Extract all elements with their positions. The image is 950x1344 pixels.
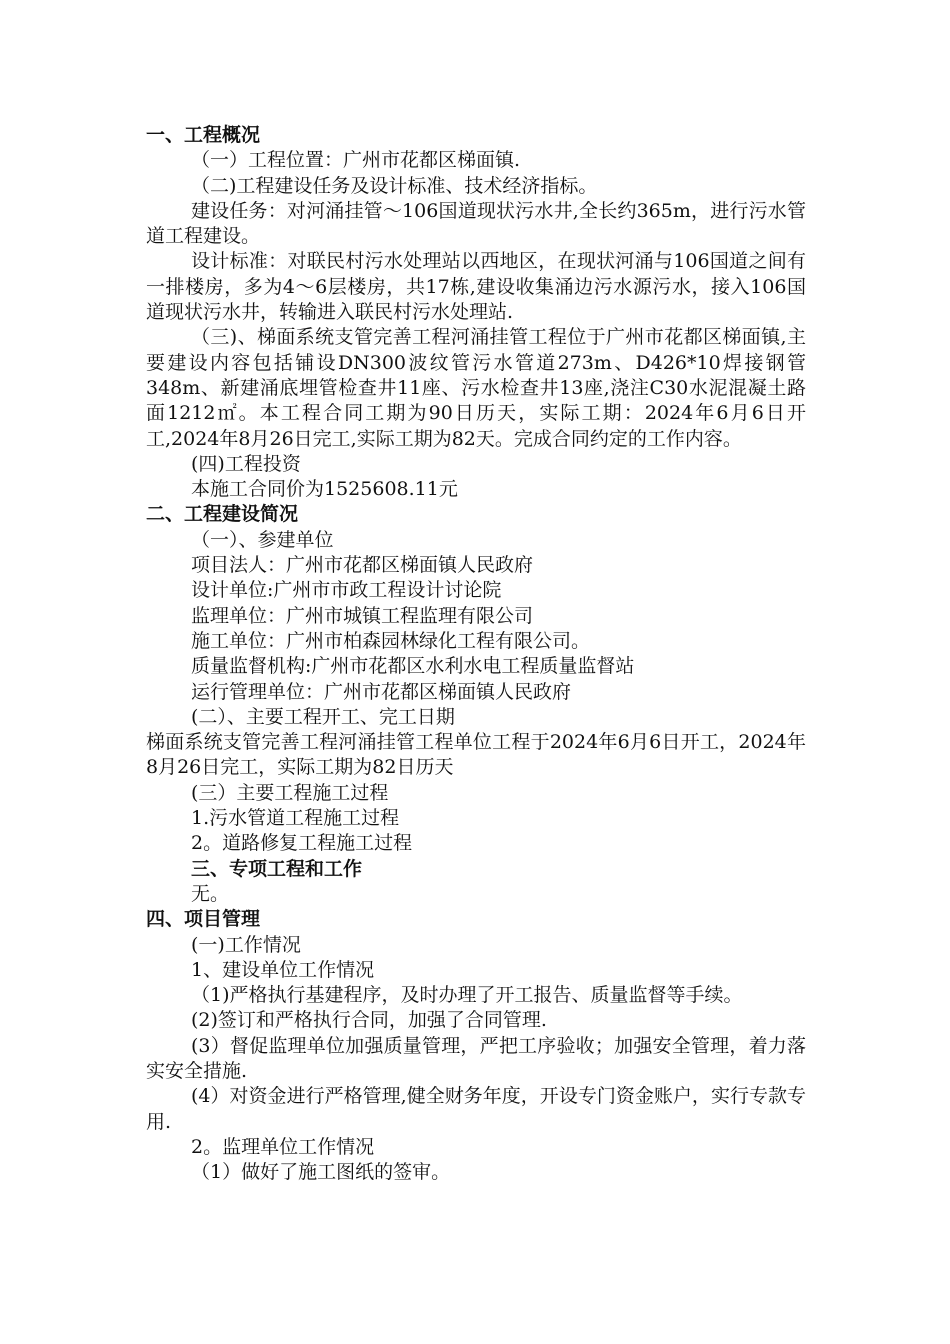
document-page [146,123,806,1185]
owner-work-item-1: （1)严格执行基建程序，及时办理了开工报告、质量监督等手续。 [191,984,743,1007]
supervisor-work-heading: 2。监理单位工作情况 [191,1135,375,1158]
project-owner: 项目法人：广州市花都区梯面镇人民政府 [191,554,534,577]
construction-task-heading: （二)工程建设任务及设计标准、技术经济指标。 [191,174,598,197]
construction-task-paragraph: 建设任务：对河涌挂管～106国道现状污水井,全长约365m，进行污水管道工程建设。 [146,199,806,248]
process-item-1: 1.污水管道工程施工过程 [191,807,400,830]
process-heading: (三）主要工程施工过程 [191,781,389,804]
investment-heading: (四)工程投资 [191,452,301,475]
supervision-unit: 监理单位：广州市城镇工程监理有限公司 [191,604,534,627]
owner-work-heading: 1、建设单位工作情况 [191,958,375,981]
process-item-2: 2。道路修复工程施工过程 [191,832,413,855]
owner-work-item-3: (3）督促监理单位加强质量管理，严把工序验收；加强安全管理，着力落实安全措施. [146,1034,806,1082]
contract-price: 本施工合同价为1525608.11元 [191,478,458,501]
project-location: （一）工程位置：广州市花都区梯面镇. [191,149,521,172]
section-2-heading: 二、工程建设简况 [146,503,299,526]
owner-work-item-2: (2)签订和严格执行合同，加强了合同管理. [191,1009,547,1032]
design-standard-paragraph: 设计标准：对联民村污水处理站以西地区，在现状河涌与106国道之间有一排楼房，多为4～6层楼房，共17栋,建设收集涌边污水源污水，接入106国道现状污水井，转输进入联民村污水处理站. [146,250,806,324]
construction-unit: 施工单位：广州市柏森园林绿化工程有限公司。 [191,629,591,652]
work-status-heading: (一)工作情况 [191,933,301,956]
owner-work-item-4: (4）对资金进行严格管理,健全财务年度，开设专门资金账户，实行专款专用. [146,1085,806,1133]
dates-paragraph: 梯面系统支管完善工程河涌挂管工程单位工程于2024年6月6日开工，2024年 8月26日完工，实际工期为82日历天 [146,731,806,779]
operation-management-unit: 运行管理单位：广州市花都区梯面镇人民政府 [191,680,572,703]
quality-supervision-agency: 质量监督机构:广州市花都区水利水电工程质量监督站 [191,655,635,678]
dates-heading: (二）、主要工程开工、完工日期 [191,705,455,728]
special-works-none: 无。 [191,882,230,905]
participants-heading: （一）、参建单位 [191,528,334,551]
supervisor-work-item-1: （1）做好了施工图纸的签审。 [191,1161,451,1184]
design-unit: 设计单位:广州市市政工程设计讨论院 [191,579,502,602]
section-1-heading: 一、工程概况 [146,124,261,146]
project-scope-paragraph: （三)、梯面系统支管完善工程河涌挂管工程位于广州市花都区梯面镇,主要建设内容包括铺设DN300波纹管污水管道273m、D426*10焊接钢管348m、新建涌底埋管检查井11座、污水检查井13座,浇注C30水泥混凝土路面1212㎡。本工程合同工期为90日历天，实际工期：2024年6月6日开工,2024年8月26日完工,实际工期为82天。完成合同约定的工作内容。 [146,326,806,450]
section-4-heading: 四、项目管理 [146,908,261,931]
section-3-heading: 三、专项工程和工作 [191,857,363,880]
